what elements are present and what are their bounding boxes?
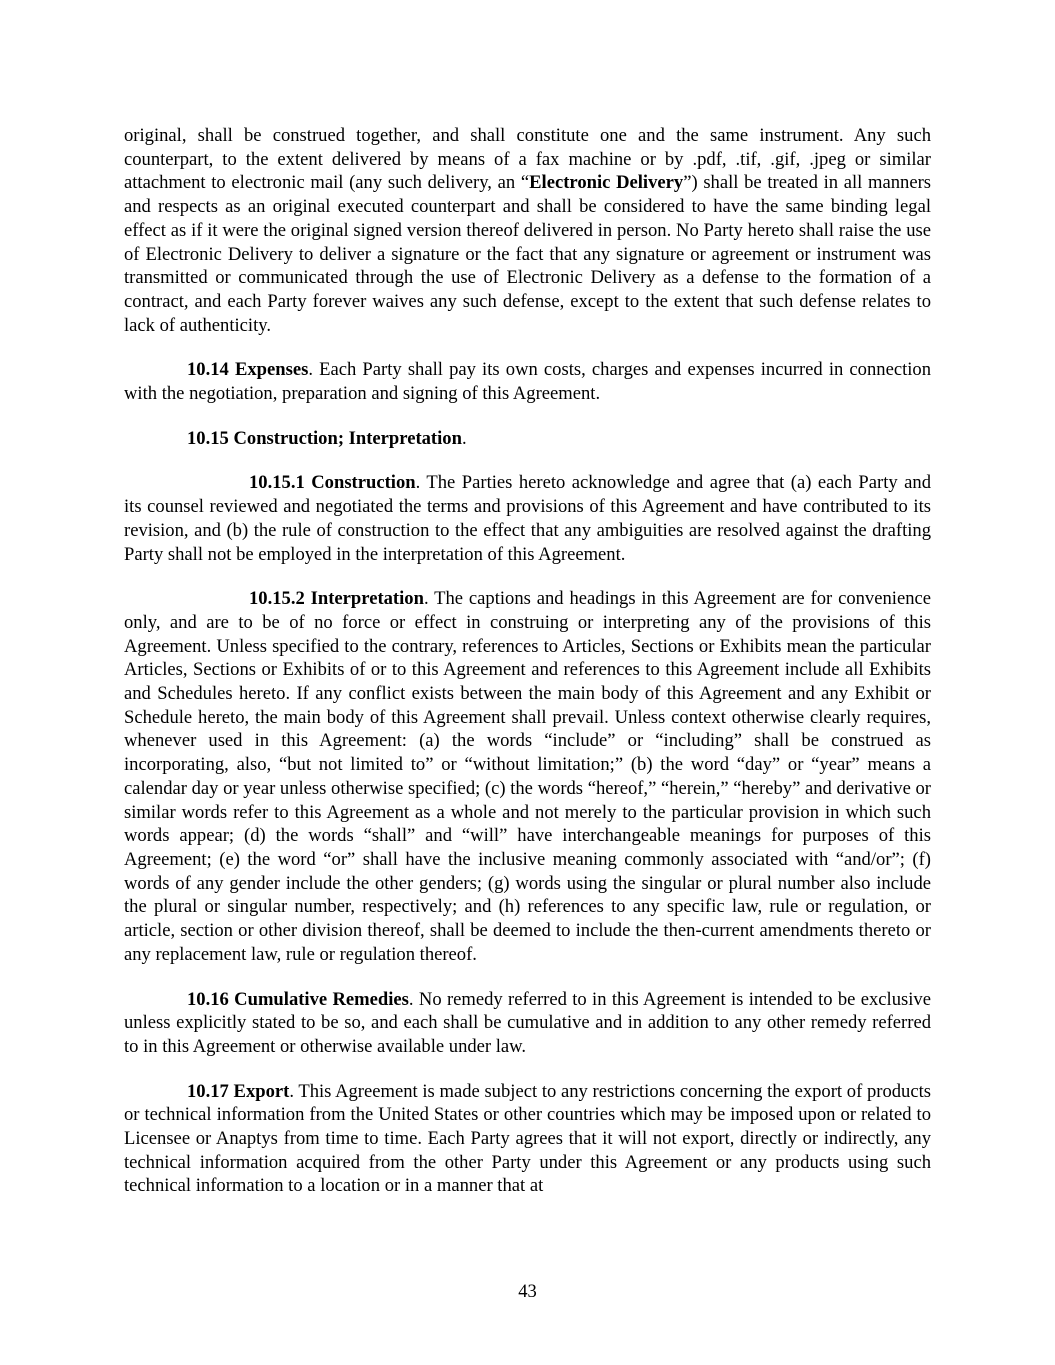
section-heading: 10.15.2 Interpretation [249,588,424,610]
page-number: 43 [518,1281,537,1302]
paragraph-text: ”) shall be treated in all manners and respects as an original executed counterpart and shall be considered to have the same binding legal effect as if it were the original signed version thereof delivered in person. No Party hereto shall raise the use of Electronic Delivery to deliver a signature or the fact that any signature or agreement or instrument was transmitted or communicated through the use of Electronic Delivery as a defense to the formation of a contract, and each Party forever waives any such defense, except to the extent that such defense relates to lack of authenticity. [124,172,932,336]
section-text: . The captions and headings in this Agreement are for convenience only, and are to be of no force or effect in construing or interpreting any of the provisions of this Agreement. Unless specified to the contrary, references to Articles, Sections or Exhibits mean the particular Articles, Sections or Exhibits of or to this Agreement and references to this Agreement include all Exhibits and Schedules hereto. If any conflict exists between the main body of this Agreement and any Exhibit or Schedule hereto, the main body of this Agreement shall prevail. Unless context otherwise clearly requires, whenever used in this Agreement: (a) the words “include” or “including” shall be construed as incorporating, also, “but not limited to” or “without limitation;” (b) the word “day” or “year” means a calendar day or year unless otherwise specified; (c) the words “hereof,” “herein,” “hereby” and derivative or similar words refer to this Agreement as a whole and not merely to the particular provision in which such words appear; (d) the words “shall” and “will” have interchangeable meanings for purposes of this Agreement; (e) the word “or” shall have the inclusive meaning commonly associated with “and/or”; (f) words of any gender include the other genders; (g) words using the singular or plural number also include the plural or singular number, respectively; and (h) references to any specific law, rule or regulation, or article, section or other division thereof, shall be deemed to include the then-current amendments thereto or any replacement law, rule or regulation thereof. [124,588,931,965]
section-text: . This Agreement is made subject to any restrictions concerning the export of products or technical information from the United States or other countries which may be imposed upon or related to Licensee or Anaptys from time to time. Each Party agrees that it will not export, directly or indirectly, any technical information acquired from the other Party under this Agreement or any products using such technical information to a location or in a manner that at [124,1080,932,1197]
section-text: . [461,427,467,449]
section-heading: 10.16 Cumulative Remedies [187,988,409,1010]
section-10-16 [124,988,931,1059]
section-text: . The Parties hereto acknowledge and agree that (a) each Party and its counsel reviewed and negotiated the terms and provisions of this Agreement and have contributed to its revision, and (b) the rule of construction to the effect that any ambiguities are resolved against the drafting Party shall not be employed in the interpretation of this Agreement. [124,472,932,565]
section-10-17 [124,1080,931,1199]
section-10-15-1 [124,471,931,566]
section-10-15 [124,427,931,451]
section-text: . No remedy referred to in this Agreement is intended to be exclusive unless explicitly stated to be so, and each shall be cumulative and in addition to any other remedy referred to in this Agreement or otherwise available under law. [124,988,931,1057]
paragraph-electronic-delivery [124,124,931,337]
paragraph-text: original, shall be construed together, and shall constitute one and the same instrument. Any such counterpart, to the extent delivered by means of a fax machine or by .pdf, .tif, .gif, .jpeg or similar attachment to electronic mail (any such delivery, an “ [124,125,931,194]
section-10-15-2 [124,587,931,966]
section-heading: 10.15 Construction; Interpretation [187,427,462,449]
section-10-14 [124,358,931,405]
section-heading: 10.14 Expenses [187,359,309,381]
section-text: . Each Party shall pay its own costs, charges and expenses incurred in connection with the negotiation, preparation and signing of this Agreement. [124,359,931,405]
defined-term: Electronic Delivery [529,172,684,194]
section-heading: 10.15.1 Construction [249,472,416,494]
document-page [124,124,931,1219]
section-heading: 10.17 Export [187,1080,290,1102]
